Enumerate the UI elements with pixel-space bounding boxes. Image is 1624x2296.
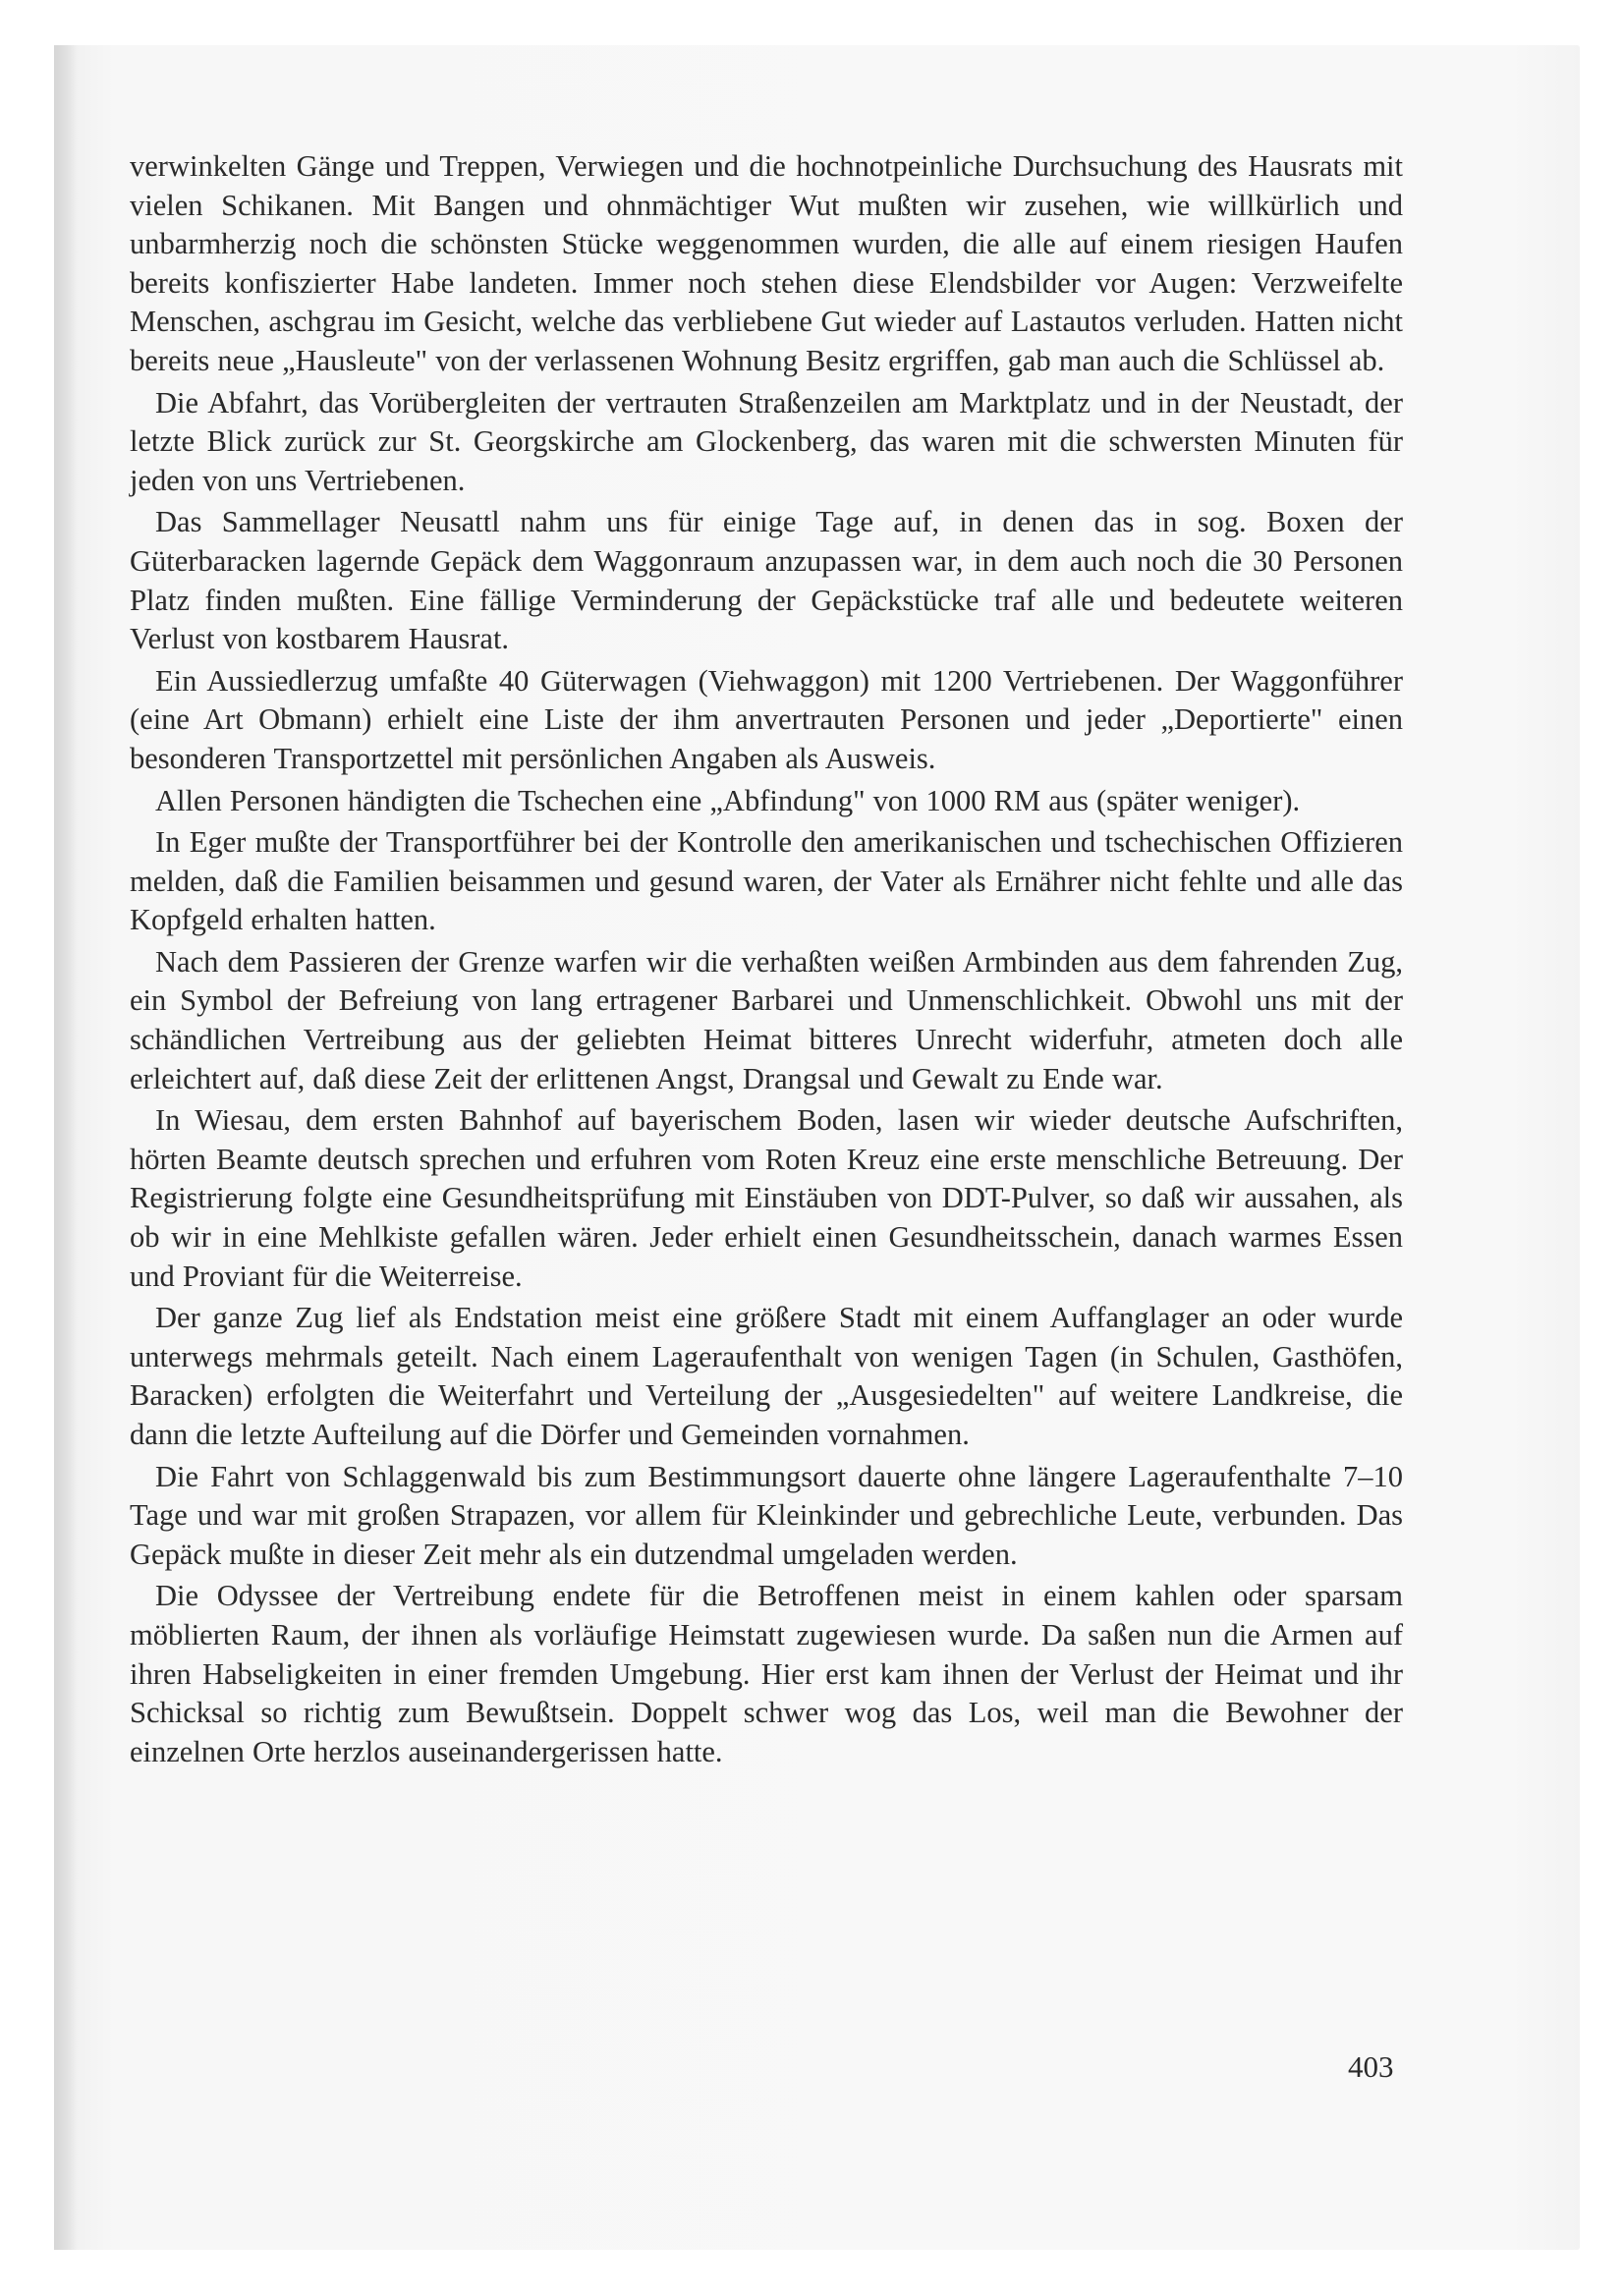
- page-gutter-shadow: [54, 45, 78, 2250]
- paragraph: In Eger mußte der Transportführer bei der Kontrolle den amerikanischen und tschechischen Offizieren melden, daß die Familien beisammen und gesund waren, der Vater als Ernährer nicht fehlte und alle das Kopfgeld erhalten hatten.: [130, 825, 1403, 937]
- paragraph: Ein Aussiedlerzug umfaßte 40 Güterwagen (Viehwaggon) mit 1200 Vertriebenen. Der Waggonführer (eine Art Obmann) erhielt eine Liste der ihm anvertrauten Personen und jeder „Deportierte" einen besonderen Transportzettel mit persönlichen Angaben als Ausweis.: [130, 663, 1403, 775]
- paragraph: Die Abfahrt, das Vorübergleiten der vertrauten Straßenzeilen am Marktplatz und in der Neustadt, der letzte Blick zurück zur St. Georgskirche am Glockenberg, das waren mit die schwersten Minuten für jeden von uns Vertriebenen.: [130, 385, 1403, 497]
- paragraph: Der ganze Zug lief als Endstation meist eine größere Stadt mit einem Auffanglager an oder wurde unterwegs mehrmals geteilt. Nach einem Lageraufenthalt von wenigen Tagen (in Schulen, Gasthöfen, Baracken) erfolgten die Weiterfahrt und Verteilung der „Ausgesiedelten" auf weitere Landkreise, die dann die letzte Aufteilung auf die Dörfer und Gemeinden vornahmen.: [130, 1301, 1403, 1451]
- paragraph: Nach dem Passieren der Grenze warfen wir die verhaßten weißen Armbinden aus dem fahrenden Zug, ein Symbol der Befreiung von lang ertragener Barbarei und Unmenschlichkeit. Obwohl uns mit der schändlichen Vertreibung aus der geliebten Heimat bitteres Unrecht widerfuhr, atmeten doch alle erleichtert auf, daß diese Zeit der erlittenen Angst, Drangsal und Gewalt zu Ende war.: [130, 944, 1403, 1095]
- paragraph: Die Odyssee der Vertreibung endete für die Betroffenen meist in einem kahlen oder sparsam möblierten Raum, der ihnen als vorläufige Heimstatt zugewiesen wurde. Da saßen nun die Armen auf ihren Habseligkeiten in einer fremden Umgebung. Hier erst kam ihnen der Verlust der Heimat und ihr Schicksal so richtig zum Bewußtsein. Doppelt schwer wog das Los, weil man die Bewohner der einzelnen Orte herzlos auseinandergerissen hatte.: [130, 1579, 1403, 1768]
- page-number: 403: [1348, 2049, 1394, 2084]
- paragraph: Die Fahrt von Schlaggenwald bis zum Bestimmungsort dauerte ohne längere Lageraufenthalte 7–10 Tage und war mit großen Strapazen, vor allem für Kleinkinder und gebrechliche Leute, verbunden. Das Gepäck mußte in dieser Zeit mehr als ein dutzendmal umgeladen werden.: [130, 1459, 1403, 1571]
- paragraph: Das Sammellager Neusattl nahm uns für einige Tage auf, in denen das in sog. Boxen der Güterbaracken lagernde Gepäck dem Waggonraum anzupassen war, in dem auch noch die 30 Personen Platz finden mußten. Eine fällige Verminderung der Gepäckstücke traf alle und bedeutete weiteren Verlust von kostbarem Hausrat.: [130, 505, 1403, 656]
- paragraph: Allen Personen händigten die Tschechen eine „Abfindung" von 1000 RM aus (später weniger).: [155, 783, 1301, 817]
- body-text: [130, 147, 1403, 1774]
- paragraph: verwinkelten Gänge und Treppen, Verwiegen und die hochnotpeinliche Durchsuchung des Hausrats mit vielen Schikanen. Mit Bangen und ohnmächtiger Wut mußten wir zusehen, wie willkürlich und unbarmherzig noch die schönsten Stücke weggenommen wurden, die alle auf einem riesigen Haufen bereits konfiszierter Habe landeten. Immer noch stehen diese Elendsbilder vor Augen: Verzweifelte Menschen, aschgrau im Gesicht, welche das verbliebene Gut wieder auf Lastautos verluden. Hatten nicht bereits neue „Hausleute" von der verlassenen Wohnung Besitz ergriffen, gab man auch die Schlüssel ab.: [130, 149, 1403, 377]
- paragraph: In Wiesau, dem ersten Bahnhof auf bayerischem Boden, lasen wir wieder deutsche Aufschriften, hörten Beamte deutsch sprechen und erfuhren vom Roten Kreuz eine erste menschliche Betreuung. Der Registrierung folgte eine Gesundheitsprüfung mit Einstäuben von DDT-Pulver, so daß wir aussahen, als ob wir in eine Mehlkiste gefallen wären. Jeder erhielt einen Gesundheitsschein, danach warmes Essen und Proviant für die Weiterreise.: [130, 1103, 1403, 1293]
